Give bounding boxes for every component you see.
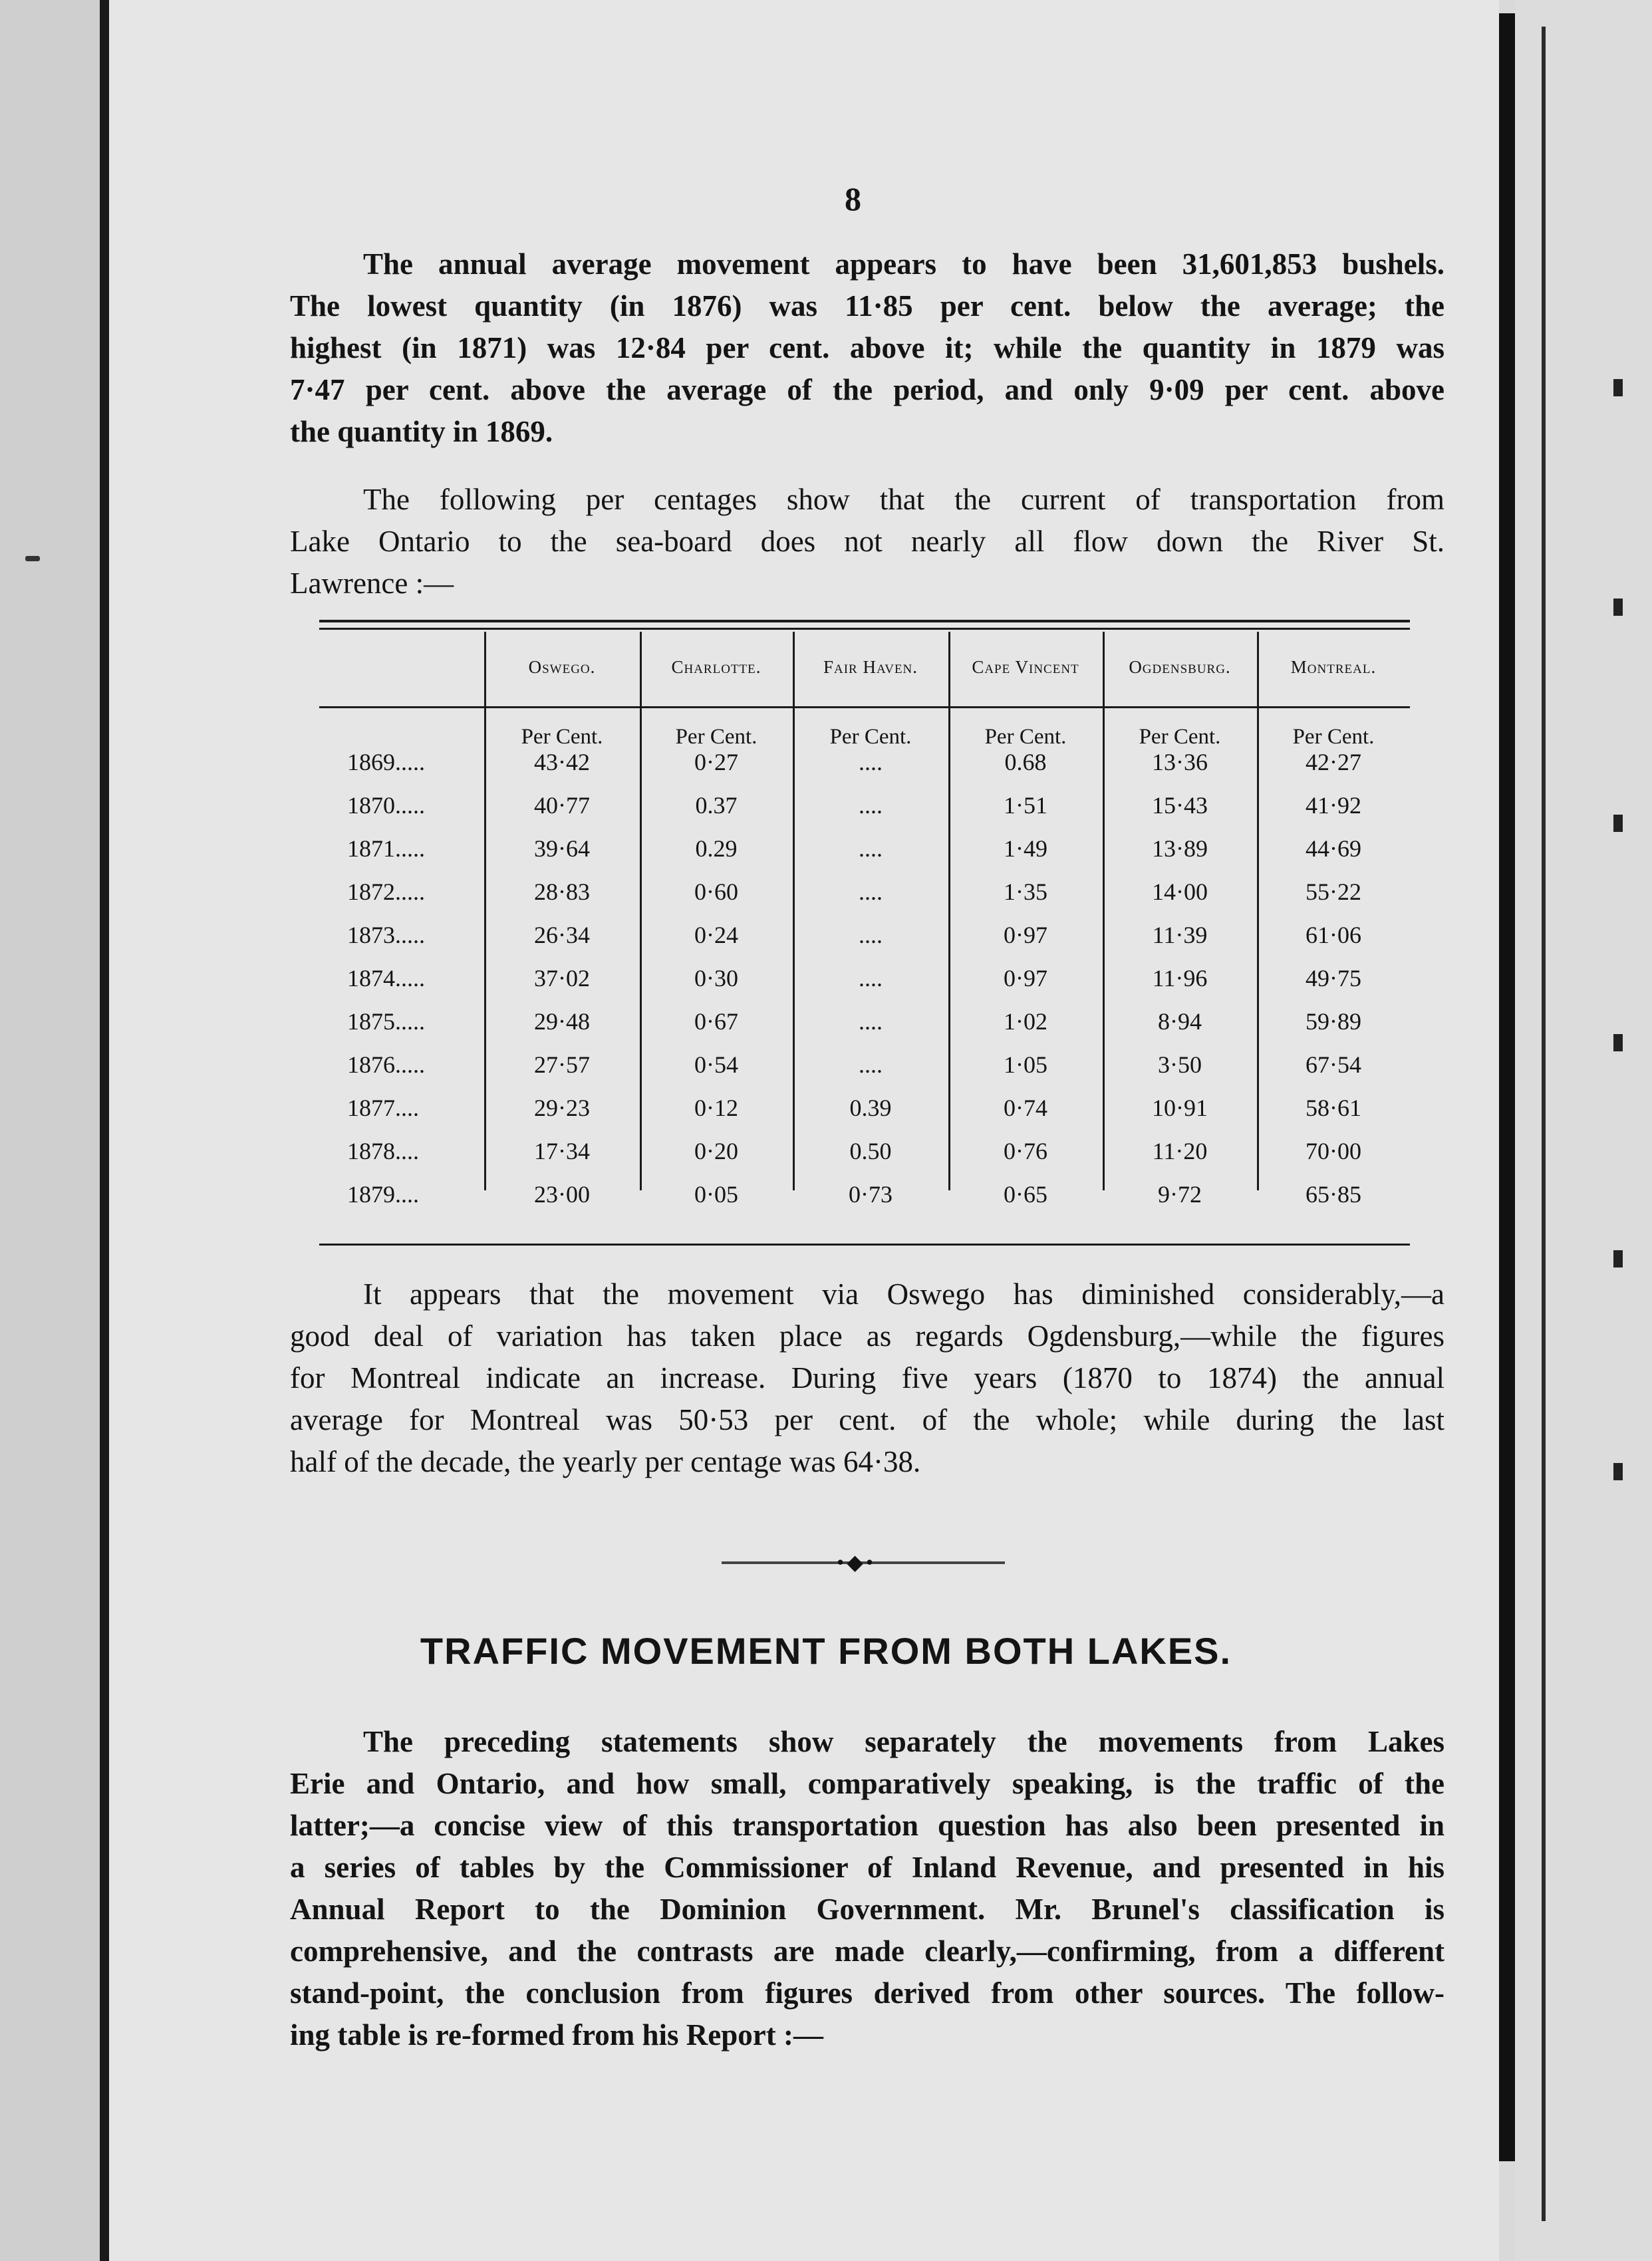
table-cell: .... (859, 835, 883, 862)
table-cell: 41·92 (1306, 792, 1361, 819)
table-cell: 1·51 (1004, 792, 1047, 819)
ruler-mark (1613, 598, 1623, 616)
section-heading: TRAFFIC MOVEMENT FROM BOTH LAKES. (420, 1630, 1232, 1672)
table-cell: 0.39 (849, 1095, 892, 1121)
table-cell: 13·36 (1152, 749, 1208, 775)
row-year: 1875..... (347, 1008, 425, 1035)
table-cell: 65·85 (1306, 1181, 1361, 1208)
table-cell: 29·48 (534, 1008, 590, 1035)
row-year: 1871..... (347, 835, 425, 862)
unit-label: Per Cent. (675, 725, 757, 749)
text-line: Lawrence :— (290, 567, 454, 600)
unit-label: Per Cent. (521, 725, 603, 749)
table-cell: 70·00 (1306, 1138, 1361, 1164)
table-cell: 40·77 (534, 792, 590, 819)
table-cell: 58·61 (1306, 1095, 1361, 1121)
table-cell: 14·00 (1152, 878, 1208, 905)
table-cell: 0.68 (1004, 749, 1047, 775)
column-header: Montreal. (1290, 657, 1377, 677)
table-cell: 13·89 (1152, 835, 1208, 862)
text-line: latter;—a concise view of this transportation question has also been presented in (290, 1809, 1445, 1842)
text-line: highest (in 1871) was 12·84 per cent. above it; while the quantity in 1879 was (290, 331, 1445, 364)
text-line: The lowest quantity (in 1876) was 11·85 per cent. below the average; the (290, 289, 1445, 323)
table-cell: 3·50 (1158, 1051, 1202, 1078)
table-top-rule (319, 620, 1410, 622)
table-cell: 59·89 (1306, 1008, 1361, 1035)
table-cell: .... (859, 1051, 883, 1078)
text-line: good deal of variation has taken place as regards Ogdensburg,—while the figures (290, 1319, 1445, 1353)
table-cell: 11·20 (1152, 1138, 1208, 1164)
table-cell: .... (859, 922, 883, 948)
text-line: It appears that the movement via Oswego has diminished considerably,—a (363, 1277, 1445, 1311)
table-cell: 49·75 (1306, 965, 1361, 992)
table-cell: 0.50 (849, 1138, 892, 1164)
table-cell: 0·24 (694, 922, 738, 948)
ruler-mark (1613, 1463, 1623, 1480)
table-cell: .... (859, 965, 883, 992)
table-cell: 0·60 (694, 878, 738, 905)
page-number: 8 (845, 180, 861, 217)
unit-label: Per Cent. (984, 725, 1067, 749)
row-year: 1878.... (347, 1138, 419, 1164)
table-cell: 29·23 (534, 1095, 590, 1121)
table-header-rule (319, 706, 1410, 708)
table-cell: 23·00 (534, 1181, 590, 1208)
table-cell: 0·20 (694, 1138, 738, 1164)
table-cell: 0·97 (1004, 965, 1047, 992)
text-line: Annual Report to the Dominion Government. Mr. Brunel's classification is (290, 1893, 1445, 1926)
table-cell: 26·34 (534, 922, 590, 948)
table-cell: 1·49 (1004, 835, 1047, 862)
table-cell: 10·91 (1152, 1095, 1208, 1121)
table-cell: .... (859, 749, 883, 775)
ruler-mark (1613, 815, 1623, 832)
text-line: The annual average movement appears to have been 31,601,853 bushels. (363, 247, 1445, 281)
table-cell: 0·30 (694, 965, 738, 992)
column-header: Oswego. (528, 657, 596, 677)
unit-label: Per Cent. (829, 725, 912, 749)
table-cell: 0·54 (694, 1051, 738, 1078)
text-line: Lake Ontario to the sea-board does not nearly all flow down the River St. (290, 525, 1445, 558)
unit-label: Per Cent. (1139, 725, 1221, 749)
table-cell: .... (859, 792, 883, 819)
table-cell: 0·67 (694, 1008, 738, 1035)
table-cell: 0·27 (694, 749, 738, 775)
table-cell: 39·64 (534, 835, 590, 862)
table-cell: 61·06 (1306, 922, 1361, 948)
table-cell: 28·83 (534, 878, 590, 905)
column-header: Charlotte. (671, 657, 761, 677)
paragraph-average-movement (290, 243, 1445, 453)
table-top-rule-thin (319, 628, 1410, 630)
ruler-mark (1613, 1250, 1623, 1267)
row-year: 1869..... (347, 749, 425, 775)
table-cell: 0·73 (849, 1181, 893, 1208)
table-cell: 0·65 (1004, 1181, 1047, 1208)
table-cell: 11·39 (1152, 922, 1208, 948)
table-cell: 0·12 (694, 1095, 738, 1121)
unit-label: Per Cent. (1292, 725, 1375, 749)
text-line: for Montreal indicate an increase. During five years (1870 to 1874) the annual (290, 1361, 1445, 1395)
table-cell: 55·22 (1306, 878, 1361, 905)
text-line: The following per centages show that the current of transportation from (363, 483, 1445, 516)
table-cell: 0·97 (1004, 922, 1047, 948)
ruler-mark (1613, 379, 1623, 396)
table-cell: 44·69 (1306, 835, 1361, 862)
scan-speck (25, 556, 40, 561)
table-cell: 1·02 (1004, 1008, 1047, 1035)
text-line: Erie and Ontario, and how small, comparatively speaking, is the traffic of the (290, 1767, 1445, 1800)
per-centage-table (319, 612, 1410, 1244)
table-cell: 37·02 (534, 965, 590, 992)
table-cell: 8·94 (1158, 1008, 1202, 1035)
table-cell: 1·05 (1004, 1051, 1047, 1078)
text-line: average for Montreal was 50·53 per cent. of the whole; while during the last (290, 1403, 1445, 1436)
column-header: Cape Vincent (972, 657, 1079, 677)
row-year: 1877.... (347, 1095, 419, 1121)
row-year: 1873..... (347, 922, 425, 948)
ruler-mark (1613, 1034, 1623, 1051)
text-line: the quantity in 1869. (290, 415, 553, 448)
paragraph-per-centages-intro (290, 479, 1445, 604)
table-cell: 17·34 (534, 1138, 590, 1164)
text-line: comprehensive, and the contrasts are made clearly,—confirming, from a different (290, 1934, 1445, 1968)
table-cell: 0·05 (694, 1181, 738, 1208)
text-line: ing table is re-formed from his Report :— (290, 2018, 823, 2052)
text-line: half of the decade, the yearly per centage was 64·38. (290, 1445, 921, 1478)
row-year: 1879.... (347, 1181, 419, 1208)
paragraph-movement-analysis (290, 1273, 1445, 1483)
left-page-edge (100, 0, 109, 2261)
table-bottom-rule (319, 1244, 1410, 1246)
row-year: 1876..... (347, 1051, 425, 1078)
table-cell: .... (859, 878, 883, 905)
table-cell: 0.29 (695, 835, 738, 862)
facing-page-strip (1515, 0, 1652, 2261)
table-cell: 67·54 (1306, 1051, 1361, 1078)
text-line: 7·47 per cent. above the average of the period, and only 9·09 per cent. above (290, 373, 1445, 406)
row-year: 1870..... (347, 792, 425, 819)
row-year: 1874..... (347, 965, 425, 992)
table-cell: 0.37 (695, 792, 738, 819)
row-year: 1872..... (347, 878, 425, 905)
text-line: stand-point, the conclusion from figures derived from other sources. The follow- (290, 1976, 1445, 2010)
table-cell: 0·76 (1004, 1138, 1047, 1164)
column-header: Ogdensburg. (1129, 657, 1231, 677)
table-cell: 27·57 (534, 1051, 590, 1078)
facing-page-edge (1542, 27, 1546, 2221)
text-line: The preceding statements show separately the movements from Lakes (363, 1725, 1445, 1758)
paragraph-both-lakes (290, 1721, 1445, 2056)
table-cell: 15·43 (1152, 792, 1208, 819)
table-cell: 11·96 (1152, 965, 1208, 992)
table-cell: 43·42 (534, 749, 590, 775)
left-scan-margin (0, 0, 100, 2261)
divider-ornament: •◆• (837, 1550, 877, 1574)
table-cell: 1·35 (1004, 878, 1047, 905)
table-cell: 9·72 (1158, 1181, 1202, 1208)
table-cell: 0·74 (1004, 1095, 1047, 1121)
text-line: a series of tables by the Commissioner of Inland Revenue, and presented in his (290, 1851, 1445, 1884)
table-cell: 42·27 (1306, 749, 1361, 775)
column-header: Fair Haven. (823, 657, 918, 677)
right-page-edge (1499, 13, 1515, 2161)
table-cell: .... (859, 1008, 883, 1035)
